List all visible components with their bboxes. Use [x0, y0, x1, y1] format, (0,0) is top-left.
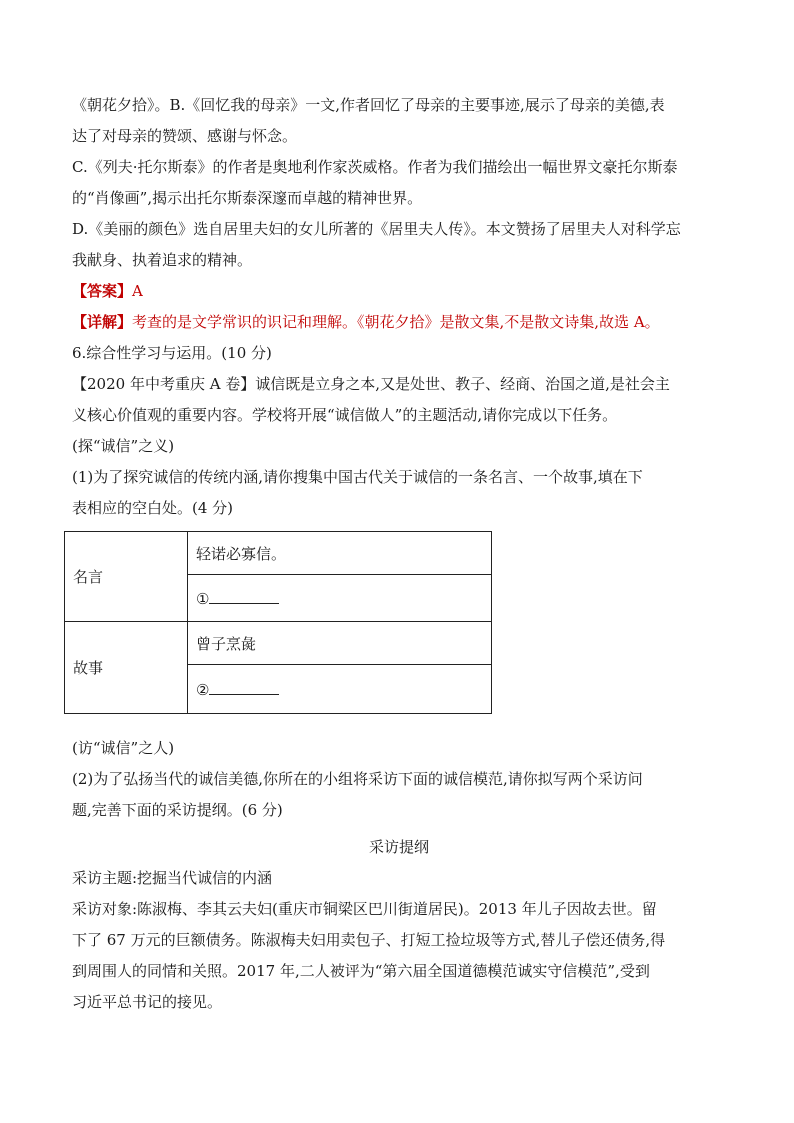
answer-value: A: [132, 282, 143, 300]
outline-title: 采访提纲: [368, 838, 429, 856]
table-label: 故事: [65, 622, 188, 714]
table-label: 名言: [65, 532, 188, 622]
table-cell-blank[interactable]: [188, 575, 492, 622]
table-cell-blank[interactable]: [188, 665, 492, 714]
text-line: C.《列夫·托尔斯泰》的作者是奥地利作家茨威格。作者为我们描绘出一幅世界文豪托尔斯泰: [72, 158, 678, 176]
text-line: 达了对母亲的赞颂、感谢与怀念。: [72, 127, 298, 145]
text-line: 我献身、执着追求的精神。: [72, 251, 253, 269]
text-line: 《朝花夕拾》。B.《回忆我的母亲》一文,作者回忆了母亲的主要事迹,展示了母亲的美德,表: [72, 96, 665, 114]
blank-marker: ②: [196, 680, 210, 699]
question-heading: 6.综合性学习与运用。(10 分): [72, 344, 272, 362]
detail-line: [72, 307, 660, 337]
answer-label: 【答案】: [72, 282, 133, 300]
detail-label: 【详解】: [72, 313, 133, 331]
text-line: 【2020 年中考重庆 A 卷】诚信既是立身之本,又是处世、教子、经商、治国之道,是社会主: [72, 375, 670, 393]
blank-line: [209, 680, 279, 695]
table-cell: 轻诺必寡信。: [188, 532, 492, 575]
text-line: 表相应的空白处。(4 分): [72, 499, 234, 517]
text-line: 的“肖像画”,揭示出托尔斯泰深邃而卓越的精神世界。: [72, 189, 423, 207]
section-heading: (探“诚信”之义): [72, 437, 175, 455]
text-line: 题,完善下面的采访提纲。(6 分): [72, 801, 283, 819]
text-line: 采访主题:挖掘当代诚信的内涵: [72, 869, 273, 887]
text-line: 采访对象:陈淑梅、李其云夫妇(重庆市铜梁区巴川街道居民)。2013 年儿子因故去世。留: [72, 900, 657, 918]
detail-text: 考查的是文学常识的识记和理解。《朝花夕拾》是散文集,不是散文诗集,故选 A。: [132, 313, 660, 331]
text-line: 习近平总书记的接见。: [72, 993, 223, 1011]
blank-marker: ①: [196, 589, 210, 608]
blank-line: [209, 589, 279, 604]
text-line: 到周围人的同情和关照。2017 年,二人被评为“第六届全国道德模范诚实守信模范”,受到: [72, 962, 650, 980]
answer-table: [64, 531, 492, 714]
table-cell: 曾子烹彘: [188, 622, 492, 665]
text-line: D.《美丽的颜色》选自居里夫妇的女儿所著的《居里夫人传》。本文赞扬了居里夫人对科学忘: [72, 220, 681, 238]
answer-line: [72, 276, 143, 306]
text-line: 下了 67 万元的巨额债务。陈淑梅夫妇用卖包子、打短工捡垃圾等方式,替儿子偿还债务,得: [72, 931, 666, 949]
section-heading: (访“诚信”之人): [72, 739, 175, 757]
text-line: (2)为了弘扬当代的诚信美德,你所在的小组将采访下面的诚信模范,请你拟写两个采访问: [72, 770, 643, 788]
text-line: (1)为了探究诚信的传统内涵,请你搜集中国古代关于诚信的一条名言、一个故事,填在下: [72, 468, 643, 486]
text-line: 义核心价值观的重要内容。学校将开展“诚信做人”的主题活动,请你完成以下任务。: [72, 406, 618, 424]
